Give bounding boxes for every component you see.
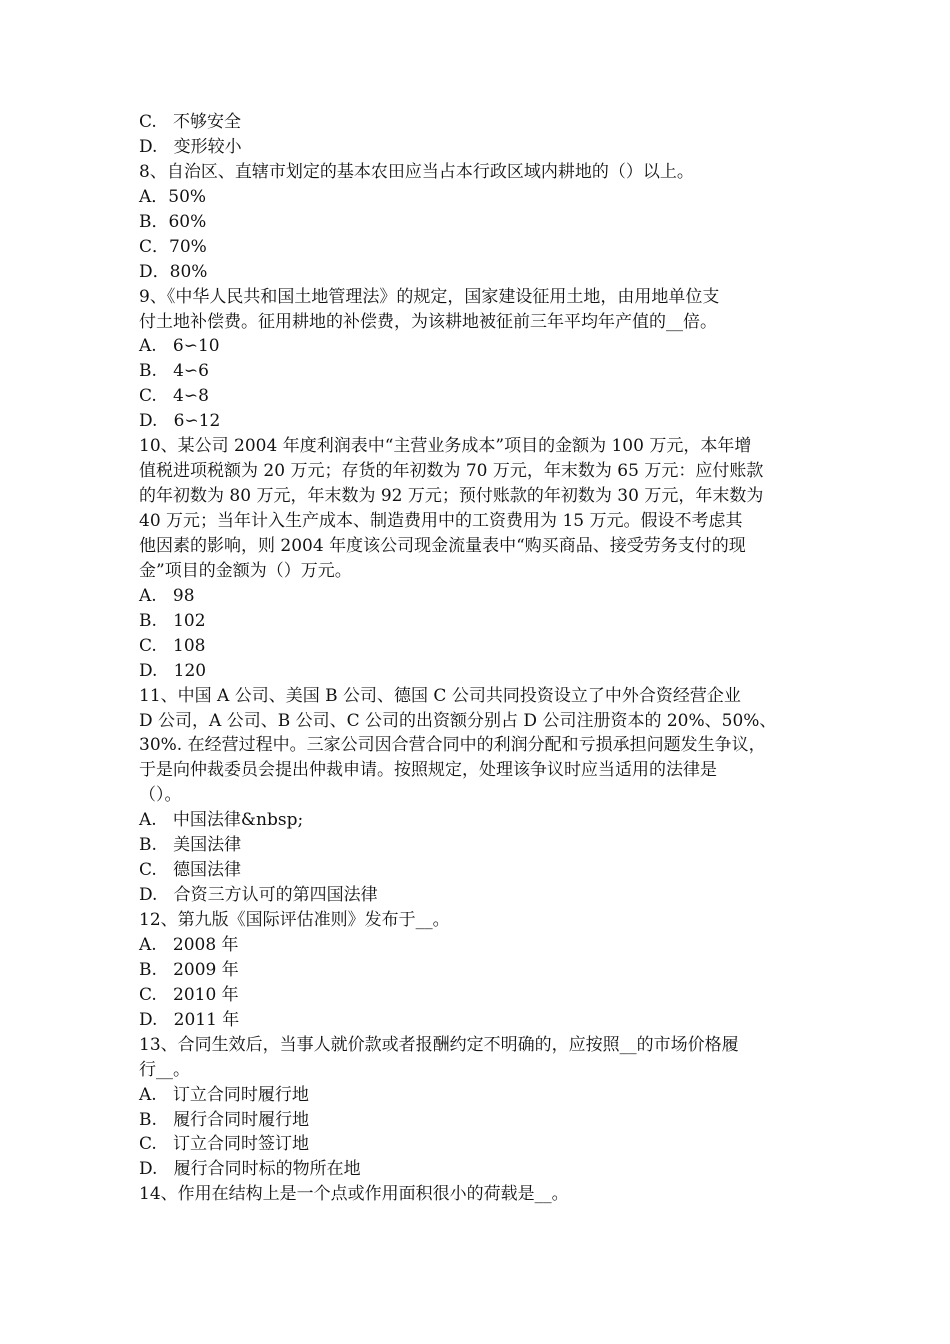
answer-option: D. 6∽12 xyxy=(139,411,221,432)
answer-option: D. 2011 年 xyxy=(139,1009,240,1030)
question-line: 金”项目的金额为（）万元。 xyxy=(139,560,352,581)
answer-option: B. 履行合同时履行地 xyxy=(139,1109,310,1130)
answer-option: C. 订立合同时签订地 xyxy=(139,1134,310,1155)
question-line: 他因素的影响，则 2004 年度该公司现金流量表中“购买商品、接受劳务支付的现 xyxy=(139,535,746,556)
answer-option: D. 120 xyxy=(139,660,207,681)
question-stem xyxy=(139,1033,829,1083)
answer-option: D. 履行合同时标的物所在地 xyxy=(139,1159,361,1180)
answer-option: C．70% xyxy=(139,236,207,257)
question-line: 14、作用在结构上是一个点或作用面积很小的荷载是__。 xyxy=(139,1184,569,1205)
answer-option: C. 德国法律 xyxy=(139,860,242,881)
question-line: 10、某公司 2004 年度利润表中“主营业务成本”项目的金额为 100 万元，本年增 xyxy=(139,436,752,457)
answer-option: B. 2009 年 xyxy=(139,959,239,980)
answer-option: C. 108 xyxy=(139,635,206,656)
question-line: 付土地补偿费。征用耕地的补偿费，为该耕地被征前三年平均年产值的__倍。 xyxy=(139,311,717,332)
question-line: 9、《中华人民共和国土地管理法》的规定，国家建设征用土地，由用地单位支 xyxy=(139,286,720,307)
question-line: 值税进项税额为 20 万元；存货的年初数为 70 万元，年末数为 65 万元：应付账款 xyxy=(139,461,764,482)
answer-option: C. 不够安全 xyxy=(139,112,242,132)
answer-option: C. 4∽8 xyxy=(139,386,209,407)
answer-option: B．60% xyxy=(139,211,207,232)
question-line: 13、合同生效后，当事人就价款或者报酬约定不明确的，应按照__的市场价格履 xyxy=(139,1034,739,1055)
answer-option: B. 美国法律 xyxy=(139,835,242,856)
answer-option: B. 102 xyxy=(139,610,206,631)
question-line: 的年初数为 80 万元，年末数为 92 万元；预付账款的年初数为 30 万元，年末数为 xyxy=(139,486,764,507)
document-body xyxy=(139,110,829,1207)
question-stem xyxy=(139,684,829,809)
question-line: 11、中国 A 公司、美国 B 公司、德国 C 公司共同投资设立了中外合资经营企业 xyxy=(139,685,741,706)
question-line: 行__。 xyxy=(139,1059,190,1080)
answer-option: A. 98 xyxy=(139,585,195,606)
answer-option: D. 合资三方认可的第四国法律 xyxy=(139,885,378,906)
question-line: D 公司，A 公司、B 公司、C 公司的出资额分别占 D 公司注册资本的 20%、50%、 xyxy=(139,710,777,731)
answer-option: D．80% xyxy=(139,261,208,282)
answer-option: A. 6∽10 xyxy=(139,336,220,357)
answer-option: A. 订立合同时履行地 xyxy=(139,1084,309,1105)
answer-option: C. 2010 年 xyxy=(139,984,239,1005)
question-line: 30%. 在经营过程中。三家公司因合营合同中的利润分配和亏损承担问题发生争议， xyxy=(139,735,766,756)
question-stem xyxy=(139,285,829,335)
question-stem xyxy=(139,434,829,584)
question-stem xyxy=(139,1182,829,1207)
question-line: 于是向仲裁委员会提出仲裁申请。按照规定，处理该争议时应当适用的法律是 xyxy=(139,760,717,781)
question-line: 40 万元；当年计入生产成本、制造费用中的工资费用为 15 万元。假设不考虑其 xyxy=(139,511,743,531)
answer-option: D. 变形较小 xyxy=(139,136,242,157)
question-line: 12、第九版《国际评估准则》发布于__。 xyxy=(139,910,450,930)
question-stem xyxy=(139,908,829,933)
answer-option: A. 2008 年 xyxy=(139,934,239,955)
answer-option: A．50% xyxy=(139,186,207,207)
question-line: （）。 xyxy=(139,785,182,806)
answer-option: B. 4∽6 xyxy=(139,361,209,382)
question-stem xyxy=(139,160,829,185)
answer-option: A. 中国法律&nbsp; xyxy=(139,810,304,831)
question-line: 8、自治区、直辖市划定的基本农田应当占本行政区域内耕地的（）以上。 xyxy=(139,161,694,182)
